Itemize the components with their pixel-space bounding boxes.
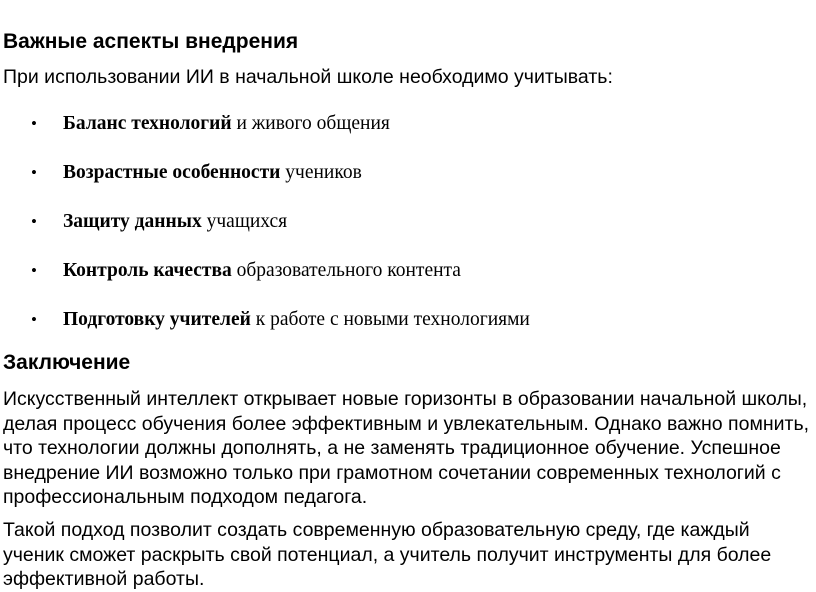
list-item-text: учащихся [201,211,288,232]
list-item-text: к работе с новыми технологиями [250,309,530,330]
list-item-bold: Подготовку учителей [63,309,251,330]
list-item-text: образовательного контента [231,260,461,281]
aspects-intro: При использовании ИИ в начальной школе необходимо учитывать: [3,66,613,88]
section-heading-conclusion: Заключение [3,351,131,374]
list-item-bold: Баланс технологий [63,113,232,134]
bullet-icon: • [31,114,37,133]
conclusion-paragraph-2: Такой подход позволит создать современную образовательную среду, где каждый ученик сможет раскрыть свой потенциал, а учитель получит инструменты для более эффективной работы. [3,519,772,590]
list-item-text: учеников [280,162,362,183]
list-item-text: и живого общения [231,113,390,134]
conclusion-paragraph-1: Искусственный интеллект открывает новые горизонты в образовании начальной школы, делая процесс обучения более эффективным и увлекательным. Однако важно помнить, что технологии должны дополнять, а не заменять традиционное обучение. Успешное внедрение ИИ возможно только при грамотном сочетании современных технологий с профессиональным подходом педагога. [3,388,810,508]
bullet-icon: • [31,212,37,231]
list-item-bold: Защиту данных [63,211,202,232]
list-item-bold: Возрастные особенности [63,162,281,183]
bullet-icon: • [31,310,37,329]
list-item-bold: Контроль качества [63,260,232,281]
bullet-icon: • [31,261,37,280]
bullet-icon: • [31,163,37,182]
section-heading-aspects: Важные аспекты внедрения [3,30,299,53]
